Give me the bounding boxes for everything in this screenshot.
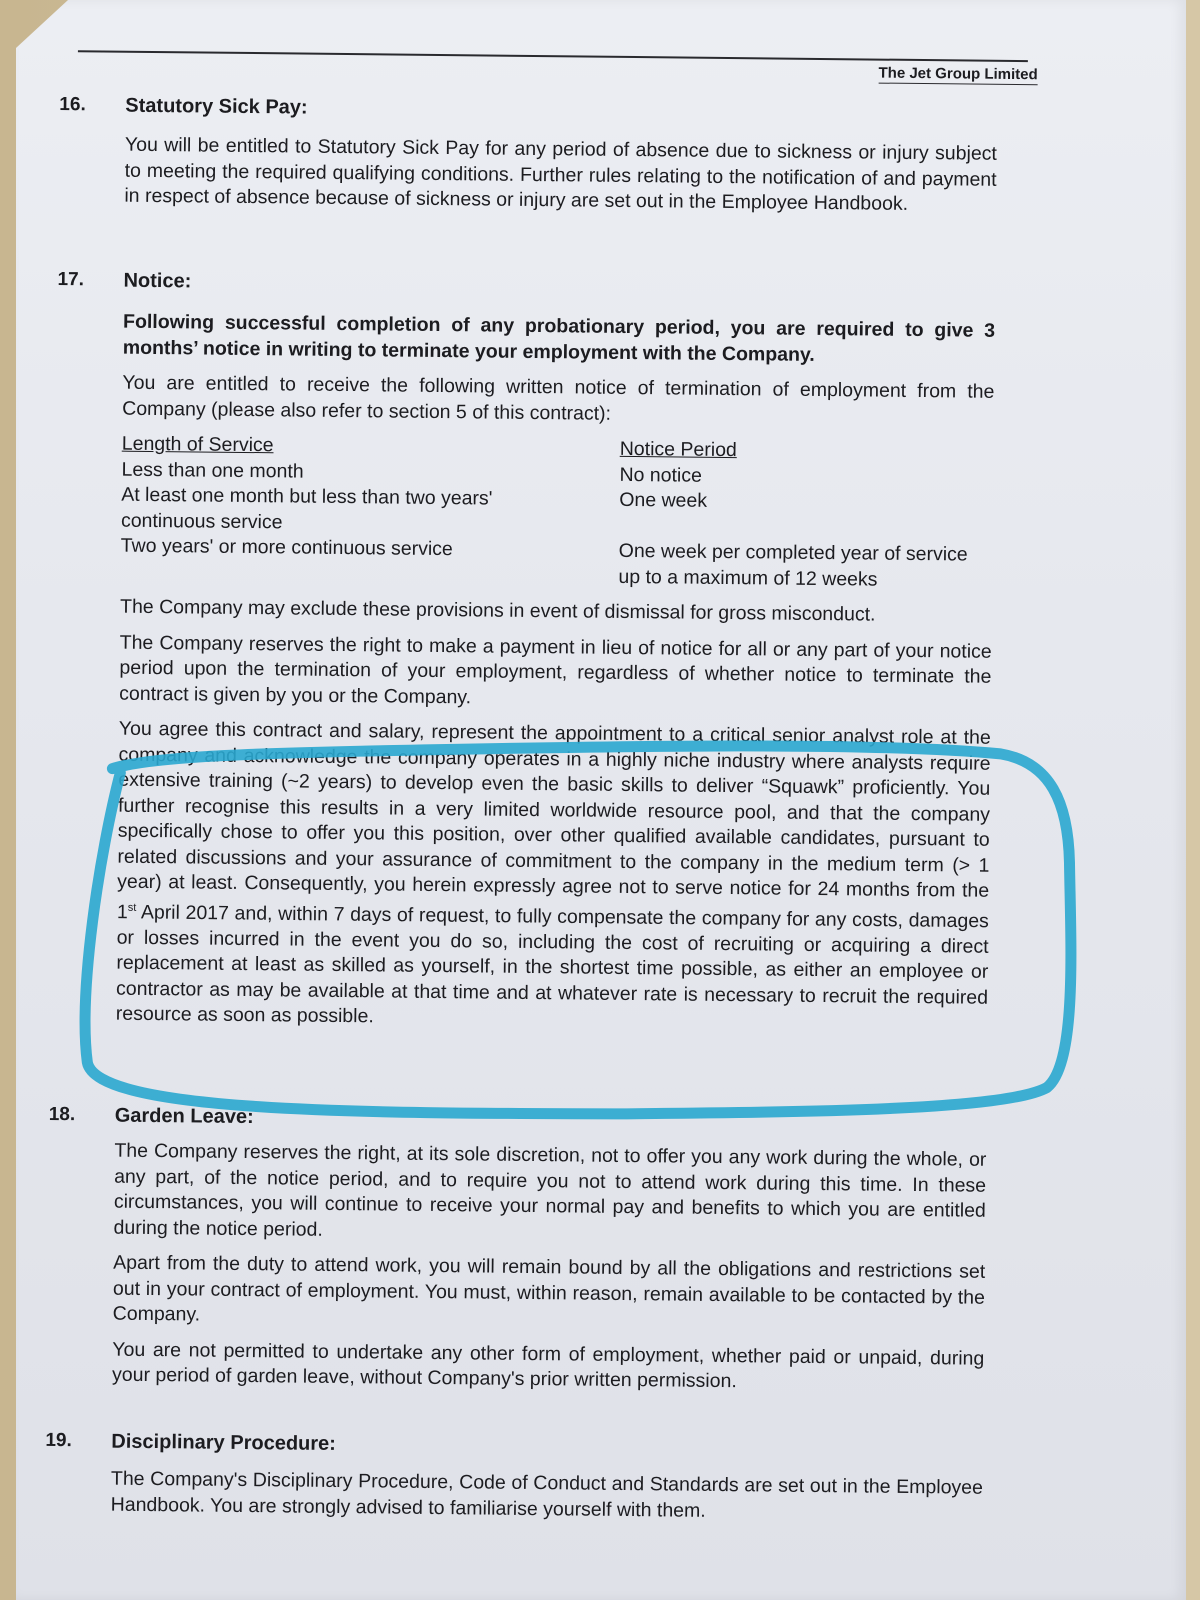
paragraph: The Company reserves the right, at its sole discretion, not to offer you any work during the whole, or any part, of the notice period, and to require you not to attend work during this time. In these circumstances, you will continue to receive your normal pay and benefits to which you are entitled during the notice period. [113,1139,987,1241]
section-body [116,310,996,1047]
service-cell: Less than one month [121,458,304,483]
section-19 [45,1429,1005,1522]
table-row [121,483,993,543]
section-body [112,1139,987,1408]
highlighted-clause [116,717,991,1037]
paragraph: Apart from the duty to attend work, you will remain bound by all the obligations and restrictions set out in your contract of employment. You must, within reason, remain available to be contacted by the Company. [112,1251,986,1326]
notice-table [120,432,994,594]
section-title: Disciplinary Procedure: [111,1430,337,1455]
notice-cell: One week [619,488,708,512]
service-cell: At least one month but less than two years' continuous service [120,483,493,533]
section-18 [48,1103,1009,1393]
section-number: 19. [45,1429,72,1452]
notice-cell: No notice [619,463,703,487]
section-number: 16. [59,93,86,116]
section-number: 18. [48,1103,76,1126]
paragraph: You are not permitted to undertake any other form of employment, whether paid or unpaid, during your period of garden leave, without Company's prior written permission. [111,1338,985,1393]
paragraph: You will be entitled to Statutory Sick Pay for any period of absence due to sickness or injury subject to meeting the required qualifying conditions. Further rules relating to the notification of and payment in respect of absence because of sickness or injury are set out in the Employee Handbook. [124,133,998,215]
paragraph: The Company may exclude these provisions in event of dismissal for gross misconduct. [119,595,876,626]
company-name: The Jet Group Limited [878,64,1038,84]
notice-cell: One week per completed year of service up to a maximum of 12 weeks [618,539,968,591]
section-title: Notice: [123,269,192,293]
section-16 [59,93,1019,215]
table-row [120,534,992,594]
ordinal-suffix: st [127,901,137,914]
section-body [110,1467,983,1537]
section-title: Statutory Sick Pay: [125,94,308,119]
paragraph: The Company's Disciplinary Procedure, Code of Conduct and Standards are set out in the Employee Handbook. You are strongly advised to familiarise yourself with them. [110,1467,984,1522]
section-body [124,133,997,229]
clause-text-b: April 2017 and, within 7 days of request, to fully compensate the company for any costs, damages or losses incurred in the event you do so, including the cost of recruiting or acquiring a direct replacement at least as skilled as yourself, in the shortest time possible, as either an employee or contractor as may be available at that time and at whatever rate is necessary to recruit the required resource as soon as possible. [115,900,989,1028]
clause-text-a: You agree this contract and salary, represent the appointment to a critical senior analyst role at the company and acknowledge the company operates in a highly niche industry where analysts require extensive training (~2 years) to develop even the basic skills to deliver “Squawk” proficiently. You further recognise this results in a very limited worldwide resource pool, and that the company specifically chose to offer you this position, over other qualified available candidates, pursuant to related discussions and your assurance of commitment to the company in the medium term (> 1 year) at least. Consequently, you herein expressly agree not to serve notice for 24 months from the 1 [116,717,991,923]
contract-document [44,44,1040,1594]
header-rule [78,50,1028,62]
service-cell: Two years' or more continuous service [120,534,453,561]
paragraph: The Company reserves the right to make a payment in lieu of notice for all or any part of your notice period upon the termination of your employment, regardless of whether notice to terminate the contract is given by you or the Company. [119,631,992,708]
section-17 [57,268,1018,1028]
column-header-notice: Notice Period [619,437,737,462]
paragraph: You are entitled to receive the following written notice of termination of employment from the Company (please also refer to section 5 of this contract): [122,371,995,425]
paragraph-bold: Following successful completion of any probationary period, you are required to give 3 months’ notice in writing to terminate your employment with the Company. [122,310,996,366]
section-title: Garden Leave: [114,1104,254,1129]
column-header-service: Length of Service [121,432,274,457]
section-number: 17. [57,268,85,291]
